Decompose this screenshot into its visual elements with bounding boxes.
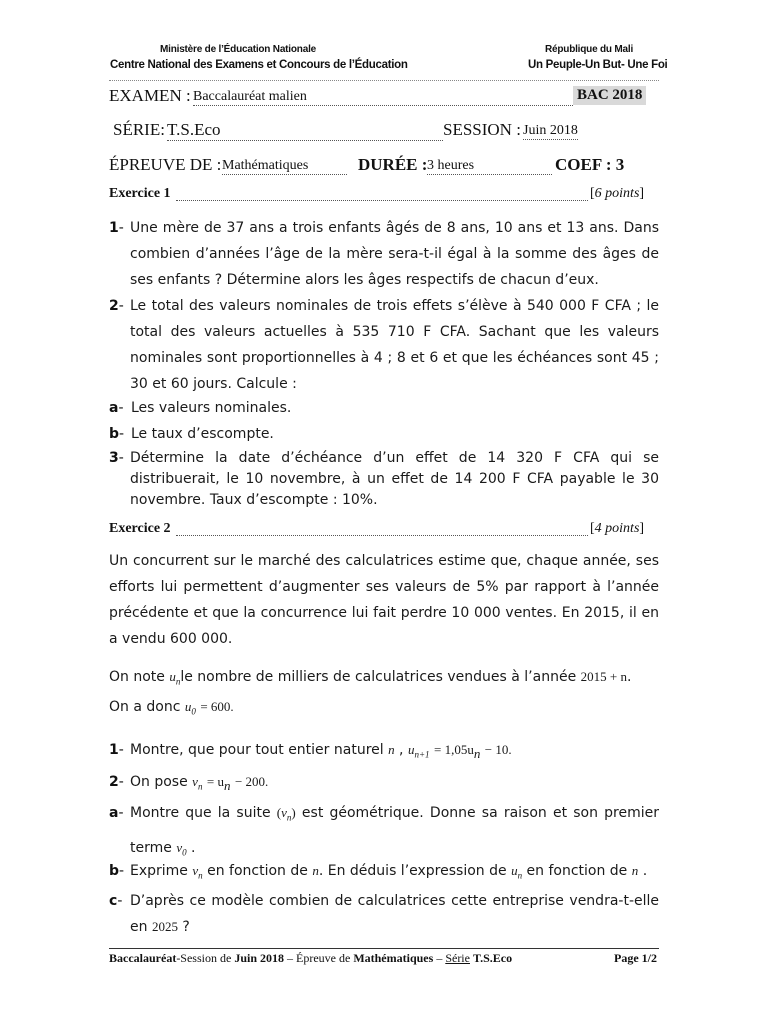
epreuve-value: Mathématiques bbox=[222, 158, 347, 175]
exercise-2-leader bbox=[176, 535, 588, 536]
ex1-question-1: 1- Une mère de 37 ans a trois enfants âgés de 8 ans, 10 ans et 13 ans. Dans combien d’années l’âge de la mère sera-t-il égal à la somme des âges de ses enfants ? Détermine alors les âges respectifs de chacun d’eux. bbox=[109, 220, 659, 288]
session-value: Juin 2018 bbox=[523, 123, 578, 138]
ex2-question-c: c- D’après ce modèle combien de calculatrices cette entreprise vendra-t-elle en 2025 ? bbox=[109, 893, 659, 935]
ex2-notation: On note $u_nle$ nombre de milliers de calculatrices vendues à l’année 2015 + n. bbox=[109, 669, 632, 687]
ex2-question-b: b- Exprime $v_n$ en fonction de n. En déduis l’expression de $u_n$ en fonction de n . bbox=[109, 863, 648, 881]
bac-badge: BAC 2018 bbox=[573, 86, 646, 105]
session-label: SESSION : bbox=[443, 120, 521, 139]
serie-label: SÉRIE: bbox=[113, 120, 165, 139]
ex2-intro: Un concurrent sur le marché des calculatrices estime que, chaque année, ses efforts lui permettent d’augmenter ses valeurs de 5% par rapport à l’année précédente et que la concurrence lui fait perdre 10 000 ventes. En 2015, il en a vendu 600 000. bbox=[109, 553, 659, 647]
ex1-question-2a: a- Les valeurs nominales. bbox=[109, 400, 292, 416]
exercise-1-points: [6 points] bbox=[590, 186, 645, 201]
ex2-question-2: 2- On pose $v_n = u_n - 200$. bbox=[109, 774, 269, 793]
coef-label: COEF : 3 bbox=[555, 155, 625, 174]
centre-label: Centre National des Examens et Concours de l’Éducation bbox=[110, 59, 408, 71]
duree-label: DURÉE : bbox=[358, 155, 428, 174]
motto-label: Un Peuple-Un But- Une Foi bbox=[528, 59, 668, 71]
exercise-2-title: Exercice 2 bbox=[109, 521, 171, 536]
ex1-question-2b: b- Le taux d’escompte. bbox=[109, 426, 274, 442]
epreuve-label: ÉPREUVE DE : bbox=[109, 155, 222, 174]
ministry-label: Ministère de l’Éducation Nationale bbox=[160, 44, 317, 55]
footer-divider bbox=[109, 948, 659, 949]
ex2-u0: On a donc $u_0 = 600$. bbox=[109, 699, 234, 717]
ex2-question-1: 1- Montre, que pour tout entier naturel n , $u_{n+1} = 1,05u_n - 10$. bbox=[109, 742, 512, 761]
exam-label: EXAMEN : bbox=[109, 86, 191, 105]
republic-label: République du Mali bbox=[545, 44, 634, 55]
ex2-question-a: a- Montre que la suite $(v_n)$ est géométrique. Donne sa raison et son premier terme $v_0$ . bbox=[109, 805, 659, 858]
serie-value: T.S.Eco bbox=[167, 120, 443, 141]
exam-value: Baccalauréat malien bbox=[193, 89, 573, 106]
header-divider bbox=[109, 80, 659, 81]
ex1-question-2: 2- Le total des valeurs nominales de trois effets s’élève à 540 000 F CFA ; le total des valeurs actuelles à 535 710 F CFA. Sachant que les valeurs nominales sont proportionnelles à 4 ; 8 et 6 et que les échéances sont 45 ; 30 et 60 jours. Calcule : bbox=[109, 298, 659, 392]
ex1-question-3: 3- Détermine la date d’échéance d’un effet de 14 320 F CFA qui se distribuerait, le 10 novembre, à un effet de 14 200 F CFA payable le 30 novembre. Taux d’escompte : 10%. bbox=[109, 450, 659, 508]
duree-value: 3 heures bbox=[427, 158, 552, 175]
footer-text: Baccalauréat-Session de Juin 2018 – Épreuve de Mathématiques – Série T.S.Eco bbox=[109, 951, 513, 965]
exercise-1-leader bbox=[176, 200, 588, 201]
exercise-2-points: [4 points] bbox=[590, 521, 645, 536]
exercise-1-title: Exercice 1 bbox=[109, 186, 171, 201]
page-number: Page 1/2 bbox=[614, 951, 657, 965]
